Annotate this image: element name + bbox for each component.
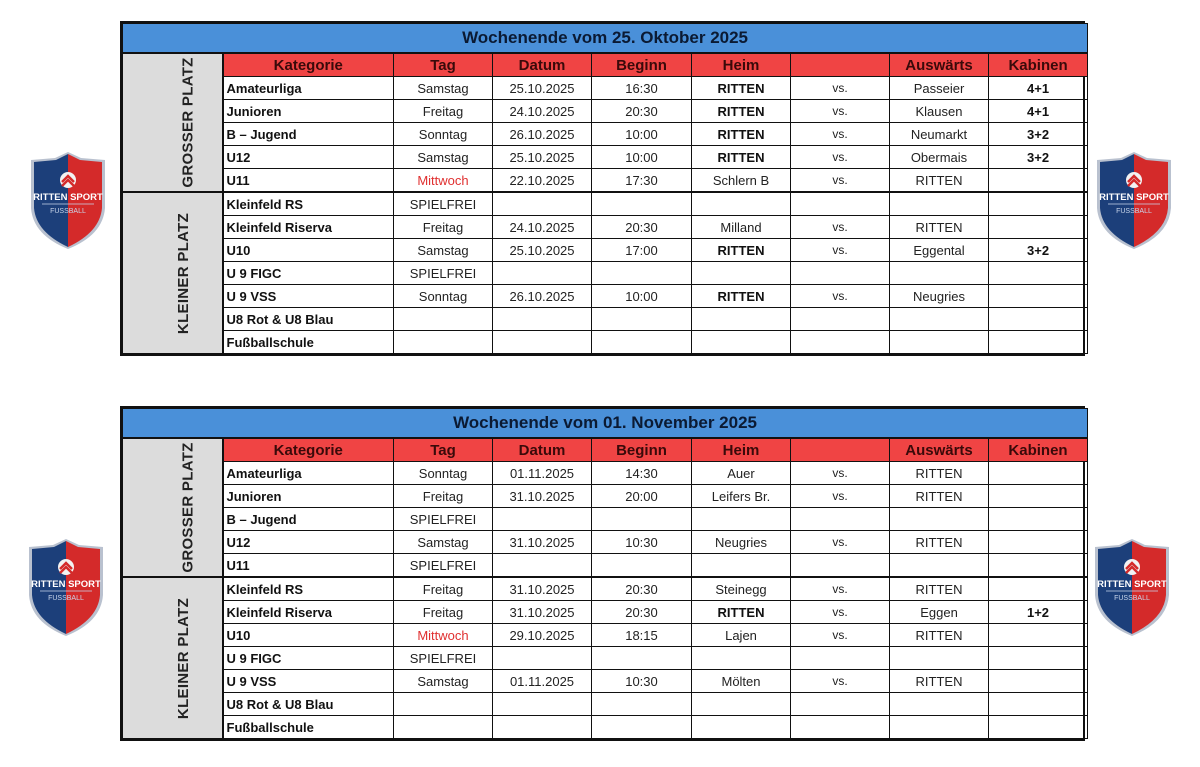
cell-datum: 31.10.2025 [493,531,592,554]
cell-tag: SPIELFREI [394,262,493,285]
shield-icon [26,537,106,637]
cell-versus: vs. [791,169,890,193]
cell-auswaerts [890,508,989,531]
cell-kategorie: U8 Rot & U8 Blau [223,308,394,331]
cell-beginn: 10:00 [592,123,692,146]
cell-auswaerts: RITTEN [890,670,989,693]
cell-tag: Sonntag [394,462,493,485]
cell-datum: 31.10.2025 [493,577,592,601]
cell-auswaerts: Neumarkt [890,123,989,146]
cell-kategorie: U 9 FIGC [223,262,394,285]
ritten-sport-logo-right-1 [1094,150,1174,250]
table-row [123,716,1088,739]
table-row [123,670,1088,693]
column-header-tag: Tag [394,438,493,462]
cell-tag: Mittwoch [394,169,493,193]
table-row [123,462,1088,485]
cell-heim: RITTEN [692,239,791,262]
schedule-title: Wochenende vom 25. Oktober 2025 [123,24,1088,54]
cell-beginn: 18:15 [592,624,692,647]
cell-auswaerts: Eggental [890,239,989,262]
cell-kabinen [989,716,1088,739]
cell-versus [791,331,890,354]
column-header-datum: Datum [493,438,592,462]
cell-versus: vs. [791,624,890,647]
cell-kategorie: Junioren [223,485,394,508]
cell-beginn: 10:30 [592,531,692,554]
cell-versus [791,508,890,531]
cell-auswaerts: Obermais [890,146,989,169]
cell-beginn: 20:30 [592,100,692,123]
cell-tag: Mittwoch [394,624,493,647]
ritten-sport-logo-left-1 [28,150,108,250]
ritten-sport-logo-left-2 [26,537,106,637]
cell-kabinen [989,216,1088,239]
cell-versus [791,192,890,216]
cell-tag [394,331,493,354]
table-row [123,285,1088,308]
cell-tag: Samstag [394,670,493,693]
cell-datum: 26.10.2025 [493,285,592,308]
ritten-sport-logo-right-2 [1092,537,1172,637]
shield-icon [1094,150,1174,250]
logo-text: RITTEN SPORT [1099,192,1169,203]
column-header-auswaerts: Auswärts [890,438,989,462]
cell-tag: Sonntag [394,123,493,146]
cell-datum [493,331,592,354]
cell-kabinen [989,192,1088,216]
schedule-table-2 [120,406,1085,741]
table-row [123,554,1088,578]
cell-tag: Freitag [394,216,493,239]
cell-kategorie: U11 [223,554,394,578]
cell-auswaerts [890,192,989,216]
column-header-row [123,53,1088,77]
logo-subtext: FUSSBALL [1114,595,1150,602]
cell-versus: vs. [791,285,890,308]
cell-versus [791,554,890,578]
cell-kategorie: U 9 VSS [223,670,394,693]
cell-kabinen [989,670,1088,693]
cell-heim [692,192,791,216]
cell-versus: vs. [791,239,890,262]
cell-kategorie: U10 [223,624,394,647]
table-row [123,601,1088,624]
cell-beginn: 17:00 [592,239,692,262]
cell-tag [394,693,493,716]
cell-kategorie: Junioren [223,100,394,123]
cell-datum: 24.10.2025 [493,216,592,239]
cell-versus: vs. [791,531,890,554]
cell-datum: 31.10.2025 [493,601,592,624]
cell-heim: Leifers Br. [692,485,791,508]
cell-beginn [592,647,692,670]
cell-tag: Samstag [394,146,493,169]
table-row [123,331,1088,354]
column-header-beginn: Beginn [592,438,692,462]
cell-kategorie: U12 [223,531,394,554]
cell-tag: Freitag [394,601,493,624]
cell-beginn: 10:00 [592,146,692,169]
cell-versus: vs. [791,123,890,146]
schedule-title: Wochenende vom 01. November 2025 [123,409,1088,439]
cell-kategorie: U10 [223,239,394,262]
venue-label: GROSSER PLATZ [179,442,197,573]
column-header-datum: Datum [493,53,592,77]
cell-versus [791,647,890,670]
venue-label: KLEINER PLATZ [175,212,193,334]
column-header-kabinen: Kabinen [989,438,1088,462]
cell-beginn [592,554,692,578]
cell-datum [493,647,592,670]
column-header-kategorie: Kategorie [223,53,394,77]
table-row [123,485,1088,508]
cell-beginn [592,262,692,285]
cell-heim: RITTEN [692,601,791,624]
cell-kabinen: 3+2 [989,239,1088,262]
cell-datum: 01.11.2025 [493,462,592,485]
cell-auswaerts: Passeier [890,77,989,100]
cell-datum [493,693,592,716]
cell-auswaerts [890,554,989,578]
cell-kabinen [989,462,1088,485]
cell-heim [692,554,791,578]
column-header-beginn: Beginn [592,53,692,77]
cell-versus: vs. [791,670,890,693]
cell-kabinen [989,262,1088,285]
cell-kategorie: U 9 VSS [223,285,394,308]
cell-kategorie: U12 [223,146,394,169]
column-header-kabinen: Kabinen [989,53,1088,77]
cell-versus: vs. [791,601,890,624]
cell-tag [394,308,493,331]
cell-beginn: 10:30 [592,670,692,693]
column-header-versus [791,53,890,77]
cell-heim: RITTEN [692,100,791,123]
cell-kabinen [989,508,1088,531]
cell-kabinen [989,285,1088,308]
table-row [123,239,1088,262]
cell-kategorie: U8 Rot & U8 Blau [223,693,394,716]
cell-tag: SPIELFREI [394,192,493,216]
table-row [123,693,1088,716]
table-row [123,123,1088,146]
cell-kategorie: Kleinfeld RS [223,192,394,216]
cell-auswaerts: RITTEN [890,577,989,601]
venue-label-cell [123,192,223,354]
column-header-auswaerts: Auswärts [890,53,989,77]
cell-heim: Milland [692,216,791,239]
cell-kabinen [989,485,1088,508]
cell-auswaerts [890,331,989,354]
cell-versus: vs. [791,100,890,123]
cell-beginn: 20:30 [592,577,692,601]
venue-label-cell [123,577,223,739]
cell-heim: Schlern B [692,169,791,193]
cell-beginn: 20:30 [592,601,692,624]
table-row [123,216,1088,239]
cell-tag: Samstag [394,77,493,100]
cell-datum [493,192,592,216]
cell-heim: RITTEN [692,77,791,100]
cell-kategorie: U11 [223,169,394,193]
cell-kabinen [989,647,1088,670]
cell-kabinen [989,169,1088,193]
cell-datum [493,554,592,578]
cell-datum: 24.10.2025 [493,100,592,123]
venue-label: KLEINER PLATZ [175,597,193,719]
cell-kabinen [989,693,1088,716]
cell-kabinen: 4+1 [989,77,1088,100]
cell-kabinen [989,554,1088,578]
column-header-tag: Tag [394,53,493,77]
cell-heim [692,647,791,670]
cell-tag: Samstag [394,531,493,554]
logo-subtext: FUSSBALL [1116,208,1152,215]
cell-kategorie: Fußballschule [223,716,394,739]
table-row [123,146,1088,169]
cell-versus [791,308,890,331]
table-row [123,77,1088,100]
table-row [123,647,1088,670]
cell-auswaerts: Eggen [890,601,989,624]
cell-kategorie: Kleinfeld RS [223,577,394,601]
cell-datum: 25.10.2025 [493,146,592,169]
cell-datum [493,262,592,285]
cell-heim: RITTEN [692,146,791,169]
cell-datum: 26.10.2025 [493,123,592,146]
cell-auswaerts [890,693,989,716]
cell-heim [692,308,791,331]
cell-datum [493,508,592,531]
cell-kategorie: B – Jugend [223,123,394,146]
cell-kategorie: Kleinfeld Riserva [223,601,394,624]
cell-beginn [592,716,692,739]
cell-kategorie: Kleinfeld Riserva [223,216,394,239]
cell-kategorie: B – Jugend [223,508,394,531]
cell-heim: Steinegg [692,577,791,601]
column-header-row [123,438,1088,462]
cell-versus [791,693,890,716]
cell-heim: RITTEN [692,285,791,308]
cell-datum: 22.10.2025 [493,169,592,193]
cell-datum: 25.10.2025 [493,77,592,100]
cell-versus [791,716,890,739]
cell-heim: Auer [692,462,791,485]
shield-icon [1092,537,1172,637]
column-header-kategorie: Kategorie [223,438,394,462]
table-row [123,531,1088,554]
cell-tag: Freitag [394,485,493,508]
cell-datum: 01.11.2025 [493,670,592,693]
cell-tag: SPIELFREI [394,554,493,578]
cell-kabinen [989,531,1088,554]
cell-kabinen [989,577,1088,601]
cell-tag: Sonntag [394,285,493,308]
cell-heim [692,508,791,531]
cell-tag: Freitag [394,577,493,601]
cell-auswaerts [890,716,989,739]
cell-auswaerts: Klausen [890,100,989,123]
venue-label-cell [123,438,223,577]
cell-datum: 29.10.2025 [493,624,592,647]
cell-kabinen: 3+2 [989,123,1088,146]
table-row [123,169,1088,193]
cell-auswaerts: RITTEN [890,531,989,554]
cell-auswaerts: RITTEN [890,485,989,508]
cell-kabinen: 3+2 [989,146,1088,169]
cell-heim: Lajen [692,624,791,647]
cell-heim [692,716,791,739]
cell-versus [791,262,890,285]
cell-beginn [592,508,692,531]
cell-auswaerts [890,262,989,285]
cell-datum: 25.10.2025 [493,239,592,262]
cell-heim: Mölten [692,670,791,693]
cell-heim [692,693,791,716]
logo-subtext: FUSSBALL [48,595,84,602]
cell-kategorie: Amateurliga [223,462,394,485]
column-header-heim: Heim [692,53,791,77]
cell-versus: vs. [791,462,890,485]
cell-beginn: 17:30 [592,169,692,193]
cell-auswaerts [890,308,989,331]
cell-tag: Samstag [394,239,493,262]
cell-heim: Neugries [692,531,791,554]
cell-beginn: 10:00 [592,285,692,308]
cell-heim [692,262,791,285]
cell-tag [394,716,493,739]
cell-auswaerts: Neugries [890,285,989,308]
cell-datum [493,716,592,739]
cell-kabinen [989,331,1088,354]
cell-beginn [592,308,692,331]
cell-heim: RITTEN [692,123,791,146]
cell-kategorie: U 9 FIGC [223,647,394,670]
table-row [123,577,1088,601]
cell-beginn: 20:00 [592,485,692,508]
cell-beginn [592,331,692,354]
column-header-heim: Heim [692,438,791,462]
cell-beginn [592,693,692,716]
cell-kabinen [989,624,1088,647]
cell-versus: vs. [791,485,890,508]
cell-beginn: 16:30 [592,77,692,100]
table-row [123,508,1088,531]
cell-heim [692,331,791,354]
schedule-table-1 [120,21,1085,356]
cell-beginn: 20:30 [592,216,692,239]
cell-versus: vs. [791,216,890,239]
cell-versus: vs. [791,577,890,601]
cell-auswaerts: RITTEN [890,462,989,485]
cell-auswaerts [890,647,989,670]
cell-tag: Freitag [394,100,493,123]
cell-kabinen [989,308,1088,331]
logo-text: RITTEN SPORT [33,192,103,203]
venue-label: GROSSER PLATZ [179,57,197,188]
cell-kategorie: Amateurliga [223,77,394,100]
cell-kabinen: 1+2 [989,601,1088,624]
cell-auswaerts: RITTEN [890,624,989,647]
column-header-versus [791,438,890,462]
cell-kategorie: Fußballschule [223,331,394,354]
table-row [123,192,1088,216]
cell-auswaerts: RITTEN [890,169,989,193]
shield-icon [28,150,108,250]
venue-label-cell [123,53,223,192]
logo-text: RITTEN SPORT [31,579,101,590]
cell-datum: 31.10.2025 [493,485,592,508]
cell-beginn [592,192,692,216]
cell-tag: SPIELFREI [394,508,493,531]
cell-tag: SPIELFREI [394,647,493,670]
cell-auswaerts: RITTEN [890,216,989,239]
table-row [123,100,1088,123]
cell-kabinen: 4+1 [989,100,1088,123]
logo-text: RITTEN SPORT [1097,579,1167,590]
cell-beginn: 14:30 [592,462,692,485]
cell-versus: vs. [791,146,890,169]
table-row [123,624,1088,647]
table-row [123,308,1088,331]
table-row [123,262,1088,285]
cell-datum [493,308,592,331]
logo-subtext: FUSSBALL [50,208,86,215]
cell-versus: vs. [791,77,890,100]
